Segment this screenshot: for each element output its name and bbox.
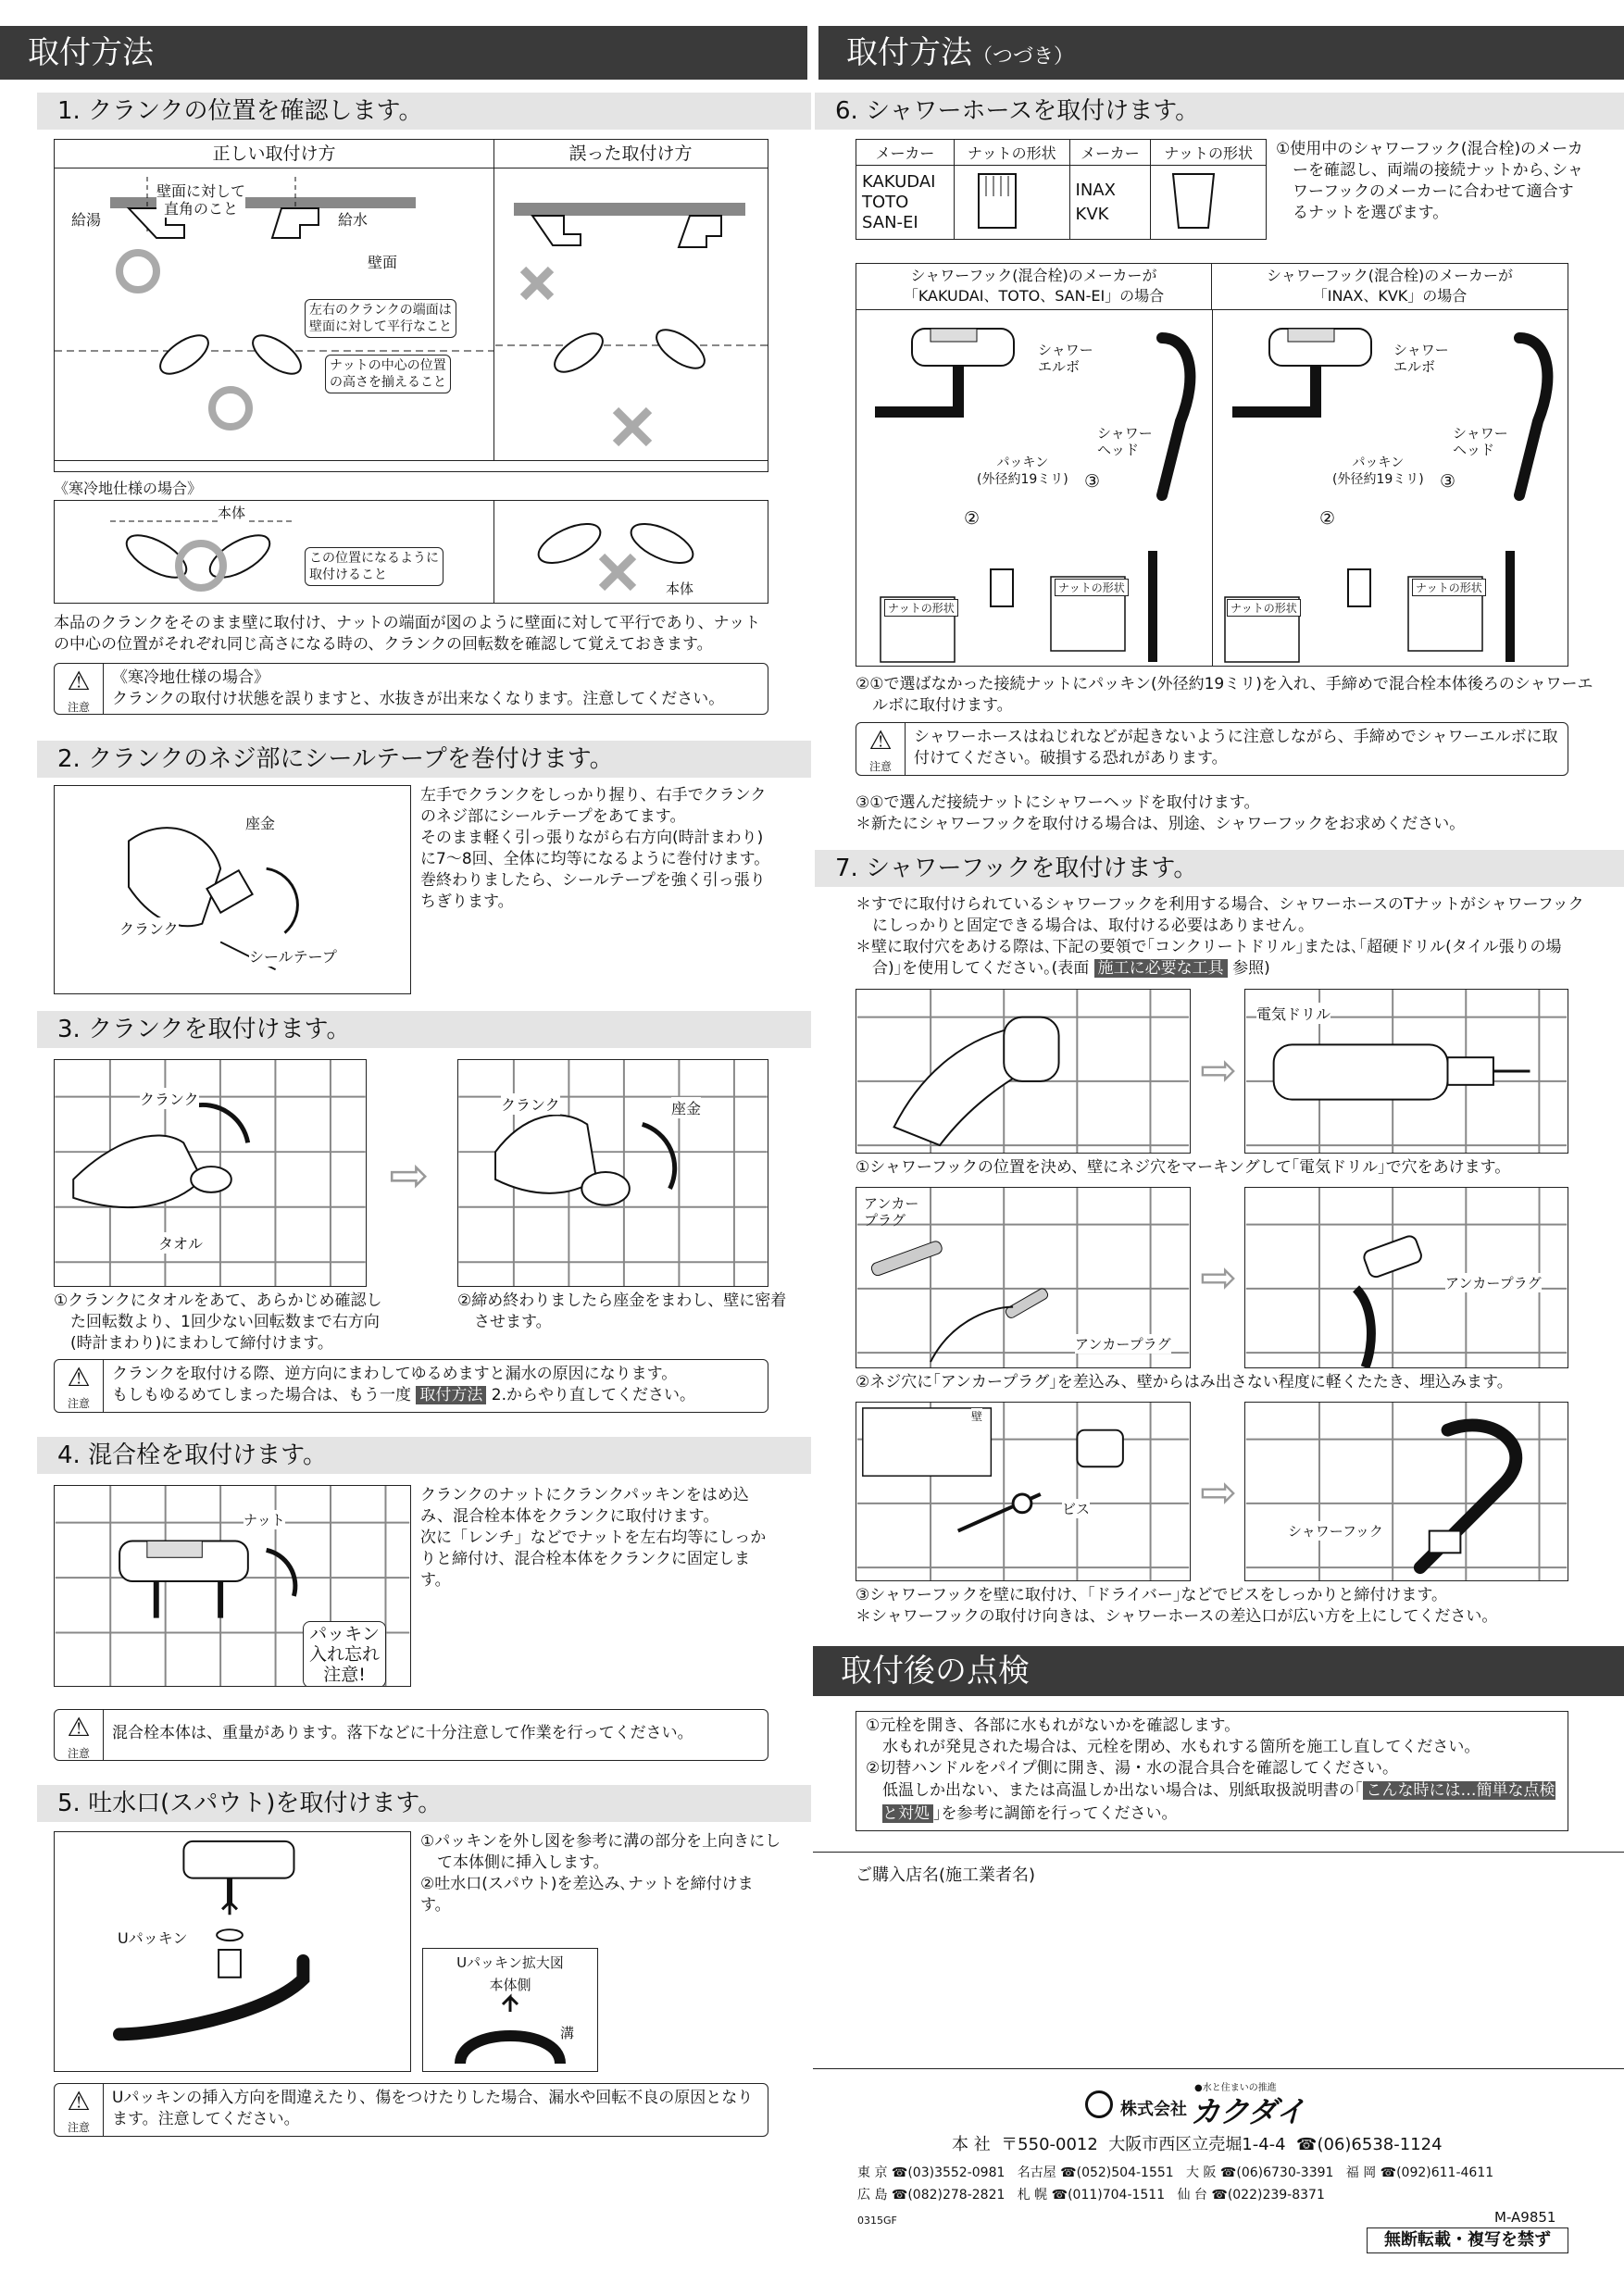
note-2-text-a: ＊壁に取付穴をあける際は､下記の要領で｢コンクリートドリル｣または､｢超硬ドリル(タイル張りの場合)｣を使用してください｡(表面: [856, 938, 1562, 978]
hook-step-3b-figure: [1244, 1402, 1568, 1581]
label-nutshape-b2: ナットの形状: [1412, 579, 1486, 596]
step-arrow-icon: ⇨: [1200, 1252, 1238, 1304]
inspect-line-4: [882, 1779, 1558, 1826]
label-elbow-a: シャワー エルボ: [1038, 342, 1093, 375]
company-logo: [1085, 2079, 1344, 2129]
label-nut: ナット: [244, 1512, 285, 1529]
section-7-caption-3b: ＊シャワーフックの取付け向きは、シャワーホースの差込口が広い方を上にしてください。: [856, 1607, 1498, 1626]
u-packing-zoom: [422, 1948, 598, 2072]
caution-text: 混合栓本体は、重量があります。落下などに十分注意して作業を行ってください。: [112, 1724, 693, 1742]
label-packing-warning: パッキン 入れ忘れ 注意!: [303, 1621, 386, 1687]
hook-step-2b-figure: [1244, 1187, 1568, 1368]
section-2-heading: [37, 741, 811, 778]
caution-text: シャワーホースはねじれなどが起きないように注意しながら、手締めでシャワーエルボに取付けてください。破損する恐れがあります。: [914, 728, 1558, 767]
section-1-title: 1. クランクの位置を確認します。: [57, 97, 423, 125]
section-6-text-3a: ③①で選んだ接続ナットにシャワーヘッドを取付けます。: [856, 793, 1260, 812]
left-page-header: [0, 26, 807, 80]
section-5-text-1: ①パッキンを外し図を参考に溝の部分を上向きにして本体側に挿入します。: [420, 1832, 781, 1872]
label-seal-tape: シールテープ: [249, 945, 337, 967]
correct-column-header: 正しい取付け方: [55, 140, 494, 168]
label-head-b: シャワー ヘッド: [1453, 425, 1508, 458]
right-header-sub: （つづき）: [972, 45, 1075, 69]
section-1-text: 本品のクランクをそのまま壁に取付け、ナットの端面が図のように壁面に対して平行であり、ナットの中心の位置がそれぞれ同じ高さになる時の、クランクの回転数を確認して覚えておきます。: [54, 614, 761, 654]
spout-install-illustration: [55, 1832, 410, 2071]
company-tagline: ●水と住まいの推進: [1194, 2083, 1277, 2093]
label-towel: タオル: [158, 1232, 203, 1254]
inspect-line-4a: 低温しか出ない、または高温しか出ない場合は、別紙取扱説明書の｢: [882, 1781, 1363, 1800]
label-elbow-b: シャワー エルボ: [1393, 342, 1449, 375]
step-arrow-icon: ⇨: [1200, 1044, 1238, 1096]
label-drill: 電気ドリル: [1256, 1003, 1330, 1024]
section-5-heading: [37, 1785, 811, 1822]
label-cold: 給水: [338, 208, 368, 230]
label-wall-angle: 壁面に対して 直角のこと: [156, 182, 246, 218]
doc-date: 0315GF: [857, 2215, 897, 2227]
th-nut-b: ナットの形状: [1151, 140, 1267, 166]
section-7-caption-2: ②ネジ穴に｢アンカープラグ｣を差込み、壁からはみ出さない程度に軽くたたき、埋込みます。: [856, 1373, 1513, 1391]
cold-region-figure: [54, 500, 768, 604]
section-4-text: クランクのナットにクランクパッキンをはめ込み、混合栓本体をクランクに取付けます。 次に「レンチ」などでナットを左右均等にしっかりと締付け、混合栓本体をクランクに固定します。: [420, 1486, 767, 1590]
section-5-caution: [54, 2083, 768, 2137]
section-7-caption-1: ①シャワーフックの位置を決め、壁にネジ穴をマーキングして｢電気ドリル｣で穴をあけます。: [856, 1158, 1511, 1177]
caution-icon: ⚠ 注意: [55, 2084, 104, 2136]
seal-tape-illustration: [55, 786, 410, 993]
section-1-heading: [37, 93, 811, 130]
maker-group-a: KAKUDAI TOTO SAN-EI: [856, 166, 955, 240]
company-hq: 本 社 〒550-0012 大阪市西区立売堀1-4-4 ☎(06)6538-1124: [952, 2135, 1443, 2154]
section-3-caption-1: ①クランクにタオルをあて、あらかじめ確認した回転数より、1回少ない回転数まで右方向(時計まわり)にまわして締付けます。: [54, 1292, 382, 1353]
caution-text: Uパッキンの挿入方向を間違えたり、傷をつけたりした場合、漏水や回転不良の原因となります。注意してください。: [112, 2089, 754, 2128]
section-3-caption-2: ②締め終わりましたら座金をまわし、壁に密着させます。: [457, 1292, 787, 1331]
label-nut-height: ナットの中心の位置 の高さを揃えること: [325, 355, 451, 393]
step-arrow-icon: ⇨: [389, 1148, 430, 1204]
caution-text-a: クランクを取付ける際、逆方向にまわしてゆるめますと漏水の原因になります。: [112, 1365, 678, 1383]
kakudai-logo-icon: [1085, 2090, 1113, 2118]
section-3-heading: [37, 1011, 811, 1048]
hook-step-3a-figure: [856, 1402, 1191, 1581]
company-prefix: 株式会社: [1120, 2100, 1187, 2119]
right-header-title: 取付方法: [846, 34, 972, 71]
section-7-heading: [815, 850, 1624, 887]
note-2-text-b: 参照): [1227, 959, 1270, 978]
label-anchor-1: アンカー プラグ: [864, 1195, 919, 1229]
section-5-title: 5. 吐水口(スパウト)を取付けます。: [57, 1790, 443, 1817]
branch-line-1: 東 京 ☎(03)3552-0981 名古屋 ☎(052)504-1551 大 阪 ☎(06)6730-3391 福 岡 ☎(092)611-4611: [857, 2165, 1494, 2180]
right-page-header: [818, 26, 1624, 80]
hook-step-1a-figure: [856, 989, 1191, 1154]
label-nutshape-a1: ナットの形状: [884, 599, 958, 617]
left-header-title: 取付方法: [28, 34, 154, 71]
wrong-column-header: 誤った取付け方: [493, 140, 768, 168]
label-wall-7: 壁: [971, 1410, 983, 1423]
label-washer-3: 座金: [671, 1097, 701, 1118]
hook-step-1a-illustration: [856, 990, 1190, 1153]
zoom-groove: 溝: [560, 2025, 575, 2041]
th-maker-a: メーカー: [856, 140, 955, 166]
section-3-caution: [54, 1359, 768, 1413]
label-screw: ビス: [1062, 1501, 1091, 1517]
label-u-packing: Uパッキン: [118, 1927, 188, 1948]
seal-tape-figure: [54, 785, 411, 994]
label-packing-a: パッキン (外径約19ミリ): [977, 455, 1068, 487]
crank-wrong-illustration: [495, 168, 768, 460]
step-arrow-icon: ⇨: [1200, 1466, 1238, 1518]
maker-group-b: INAX KVK: [1069, 166, 1151, 240]
section-5-text-2: ②吐水口(スパウト)を差込み､ナットを締付けます。: [420, 1875, 754, 1915]
label-anchor-3: アンカープラグ: [1445, 1275, 1542, 1292]
caution-text-c: 2.からやり直してください。: [486, 1386, 696, 1404]
inspect-line-2: 水もれが発見された場合は、元栓を閉め、水もれする箇所を施工し直してください。: [882, 1738, 1480, 1756]
section-2-title: 2. クランクのネジ部にシールテープを巻付けます。: [57, 745, 614, 773]
section-6-text-2: ②①で選ばなかった接続ナットにパッキン(外径約19ミリ)を入れ、手締めで混合栓本体後ろのシャワーエルボに取付けます。: [856, 675, 1593, 715]
label-anchor-2: アンカープラグ: [1075, 1336, 1171, 1353]
mixer-install-figure: [54, 1485, 411, 1687]
zoom-title: Uパッキン拡大図: [456, 1954, 564, 1971]
crank-position-figure: [54, 139, 768, 472]
note-2-highlight: 施工に必要な工具: [1094, 959, 1228, 978]
label-crank-3b: クランク: [501, 1093, 560, 1115]
section-7-note-2: [856, 937, 1591, 980]
inspection-header: [813, 1646, 1624, 1696]
step-2-marker-b: ②: [1319, 508, 1336, 529]
crank-install-illustration-1: [55, 1060, 366, 1286]
section-6-title: 6. シャワーホースを取付けます。: [835, 97, 1200, 125]
hook-step-1b-figure: [1244, 989, 1568, 1154]
step-2-marker-a: ②: [964, 508, 981, 529]
section-7-title: 7. シャワーフックを取付けます。: [835, 855, 1198, 882]
label-crank: クランク: [119, 917, 179, 939]
label-nutshape-a2: ナットの形状: [1055, 579, 1129, 596]
section-7-note-1: ＊すでに取付けられているシャワーフックを利用する場合、シャワーホースのTナットがシャワーフックにしっかりと固定できる場合は、取付ける必要はありません。: [856, 895, 1584, 935]
no-copy-notice: 無断転載・複写を禁ず: [1367, 2227, 1568, 2253]
caution-icon: ⚠ 注意: [55, 664, 104, 714]
cold-wrong-illustration: [495, 501, 768, 603]
label-body-2: 本体: [666, 580, 694, 597]
inspect-line-4b: ｣を参考に調節を行ってください。: [933, 1804, 1178, 1823]
section-3-title: 3. クランクを取付けます。: [57, 1016, 351, 1043]
label-washer: 座金: [245, 812, 275, 833]
nut-shape-table: [856, 139, 1267, 240]
caution-highlight: 取付方法: [416, 1386, 486, 1404]
inspect-highlight: こんな時には…簡単な点検と対処: [882, 1781, 1555, 1823]
caution-text-b: もしもゆるめてしまった場合は、もう一度: [112, 1386, 417, 1404]
cold-region-heading: 《寒冷地仕様の場合》: [54, 480, 203, 497]
label-nutshape-b1: ナットの形状: [1227, 599, 1301, 617]
hook-step-3b-illustration: [1245, 1403, 1568, 1580]
label-parallel: 左右のクランクの端面は 壁面に対して平行なこと: [305, 299, 456, 338]
label-wall: 壁面: [368, 251, 397, 272]
hook-step-2a-figure: [856, 1187, 1191, 1368]
label-body: 本体: [218, 505, 246, 521]
section-4-heading: [37, 1437, 811, 1474]
branch-line-2: 広 島 ☎(082)278-2821 札 幌 ☎(011)704-1511 仙 台 ☎(022)239-8371: [857, 2188, 1325, 2202]
caution-icon: ⚠ 注意: [55, 1710, 104, 1760]
shop-name-label: ご購入店名(施工業者名): [856, 1866, 1036, 1885]
doc-code: M-A9851: [1494, 2209, 1556, 2226]
step-3-marker-a: ③: [1084, 471, 1101, 492]
panel-a-header: シャワーフック(混合栓)のメーカーが 「KAKUDAI、TOTO、SAN-EI」の場合: [856, 264, 1212, 310]
section-4-title: 4. 混合栓を取付けます。: [57, 1441, 327, 1469]
nut-shape-a-icon: [954, 166, 1069, 240]
inspection-box: [856, 1711, 1568, 1831]
label-hook: シャワーフック: [1288, 1523, 1383, 1540]
crank-install-figure-2: [457, 1059, 768, 1287]
section-2-text: 左手でクランクをしっかり握り、右手でクランクのネジ部にシールテープをあてます。 そのまま軽く引っ張りながら右方向(時計まわり)に7〜8回、全体に均等になるように巻付けます。 巻終わりましたら、シールテープを強く引っ張りちぎります。: [420, 786, 770, 911]
inspect-line-1: ①元栓を開き、各部に水もれがないかを確認します。: [866, 1716, 1241, 1735]
panel-b-header: シャワーフック(混合栓)のメーカーが 「INAX、KVK」の場合: [1212, 264, 1568, 310]
hook-step-3a-illustration: [856, 1403, 1190, 1580]
caution-text: 《寒冷地仕様の場合》 クランクの取付け状態を誤りますと、水抜きが出来なくなります。注意してください。: [112, 668, 725, 708]
section-6-table-text: ①使用中のシャワーフック(混合栓)のメーカーを確認し、両端の接続ナットから､シャワーフックのメーカーに合わせて適合するナットを選びます。: [1276, 140, 1583, 222]
caution-icon: ⚠ 注意: [55, 1360, 104, 1412]
shower-hose-figure: [856, 263, 1568, 667]
spout-install-figure: [54, 1831, 411, 2072]
section-6-caution: [856, 722, 1568, 776]
section-6-heading: [815, 93, 1624, 130]
label-head-a: シャワー ヘッド: [1097, 425, 1153, 458]
label-packing-b: パッキン (外径約19ミリ): [1332, 455, 1424, 487]
section-4-caution: [54, 1709, 768, 1761]
section-6-text-3b: ＊新たにシャワーフックを取付ける場合は、別途、シャワーフックをお求めください。: [856, 815, 1466, 833]
th-maker-b: メーカー: [1069, 140, 1151, 166]
inspection-title: 取付後の点検: [841, 1653, 1030, 1690]
section-7-caption-3: ③シャワーフックを壁に取付け、｢ドライバー｣などでビスをしっかりと締付けます。: [856, 1586, 1447, 1604]
label-hot: 給湯: [71, 208, 101, 230]
th-nut-a: ナットの形状: [954, 140, 1069, 166]
label-position: この位置になるように 取付けること: [305, 547, 443, 586]
caution-icon: ⚠ 注意: [856, 723, 906, 775]
nut-shape-b-icon: [1151, 166, 1267, 240]
crank-install-figure-1: [54, 1059, 367, 1287]
company-name: カクダイ: [1191, 2094, 1305, 2129]
section-1-caution: [54, 663, 768, 715]
label-crank-3a: クランク: [140, 1088, 199, 1109]
step-3-marker-b: ③: [1440, 471, 1456, 492]
inspect-line-3: ②切替ハンドルをパイプ側に開き、湯・水の混合具合を確認してください。: [866, 1759, 1399, 1778]
zoom-body-side: 本体側: [489, 1977, 531, 1993]
